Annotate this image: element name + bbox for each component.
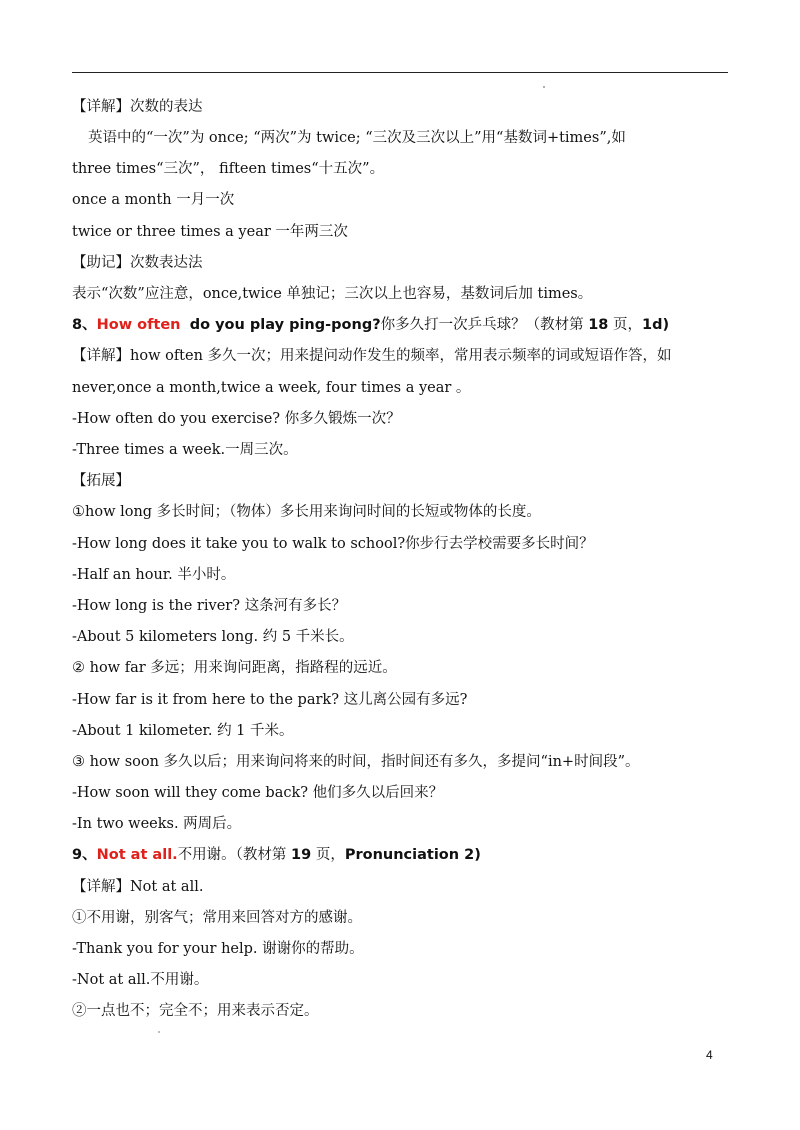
phrase-rest: do you play ping-pong? — [189, 317, 381, 333]
text-line: -Three times a week.一周三次。 — [72, 442, 298, 458]
text-line: 【详解】次数的表达 — [72, 99, 203, 115]
text-line: 表示“次数”应注意，once,twice 单独记；三次以上也容易，基数词后加 times。 — [72, 286, 593, 302]
text-line: twice or three times a year 一年两三次 — [72, 224, 348, 240]
section-ref: 1d) — [642, 317, 670, 333]
speck — [158, 1031, 160, 1033]
item-9-heading — [72, 845, 481, 865]
translation: 你多久打一次乒乓球？（教材第 — [380, 317, 584, 333]
text-line: ①how long 多长时间；（物体）多长用来询问时间的长短或物体的长度。 — [72, 504, 541, 520]
speck — [543, 86, 545, 88]
page-ref: 18 — [588, 317, 609, 333]
text-line: -How soon will they come back? 他们多久以后回来？ — [72, 785, 444, 801]
section-ref: Pronunciation 2) — [344, 847, 481, 863]
text-line: -About 1 kilometer. 约 1 千米。 — [72, 723, 294, 739]
text-line: -In two weeks. 两周后。 — [72, 816, 242, 832]
item-8-heading — [72, 315, 669, 335]
text-line: -Thank you for your help. 谢谢你的帮助。 — [72, 941, 364, 957]
highlight-phrase: Not at all. — [96, 847, 178, 863]
text-line: 【详解】how often 多久一次；用来提问动作发生的频率，常用表示频率的词或短语作答，如 — [72, 348, 672, 364]
highlight-phrase: How often — [96, 317, 181, 333]
text-line: 【拓展】 — [72, 473, 130, 489]
text-line: -How often do you exercise? 你多久锻炼一次？ — [72, 411, 401, 427]
text-line: never,once a month,twice a week, four times a year 。 — [72, 380, 471, 396]
text-line: ②一点也不；完全不；用来表示否定。 — [72, 1003, 319, 1019]
text-line: -How far is it from here to the park? 这儿离公园有多远? — [72, 692, 468, 708]
translation: 不用谢。（教材第 — [177, 847, 287, 863]
page-number: 4 — [706, 1048, 713, 1062]
text-line: three times“三次”， fifteen times“十五次”。 — [72, 161, 385, 177]
page-unit: 页， — [613, 317, 643, 333]
text-line: once a month 一月一次 — [72, 192, 235, 208]
item-number: 8、 — [72, 317, 97, 333]
header-rule — [72, 72, 728, 73]
page-ref: 19 — [291, 847, 312, 863]
item-number: 9、 — [72, 847, 97, 863]
text-line: -How long is the river? 这条河有多长？ — [72, 598, 347, 614]
text-line: 【助记】次数表达法 — [72, 255, 203, 271]
text-line: -Half an hour. 半小时。 — [72, 567, 236, 583]
text-line: -How long does it take you to walk to school?你步行去学校需要多长时间？ — [72, 536, 594, 552]
text-line: -Not at all.不用谢。 — [72, 972, 209, 988]
text-line: ①不用谢，别客气；常用来回答对方的感谢。 — [72, 910, 362, 926]
text-line: 【详解】Not at all. — [72, 879, 204, 895]
text-line: -About 5 kilometers long. 约 5 千米长。 — [72, 629, 354, 645]
text-line: 英语中的“一次”为 once; “两次”为 twice; “三次及三次以上”用“基数词+times”,如 — [88, 130, 626, 146]
page-unit: 页， — [315, 847, 345, 863]
text-line: ② how far 多远；用来询问距离，指路程的远近。 — [72, 660, 397, 676]
text-line: ③ how soon 多久以后；用来询问将来的时间，指时间还有多久，多提问“in+时间段”。 — [72, 754, 640, 770]
